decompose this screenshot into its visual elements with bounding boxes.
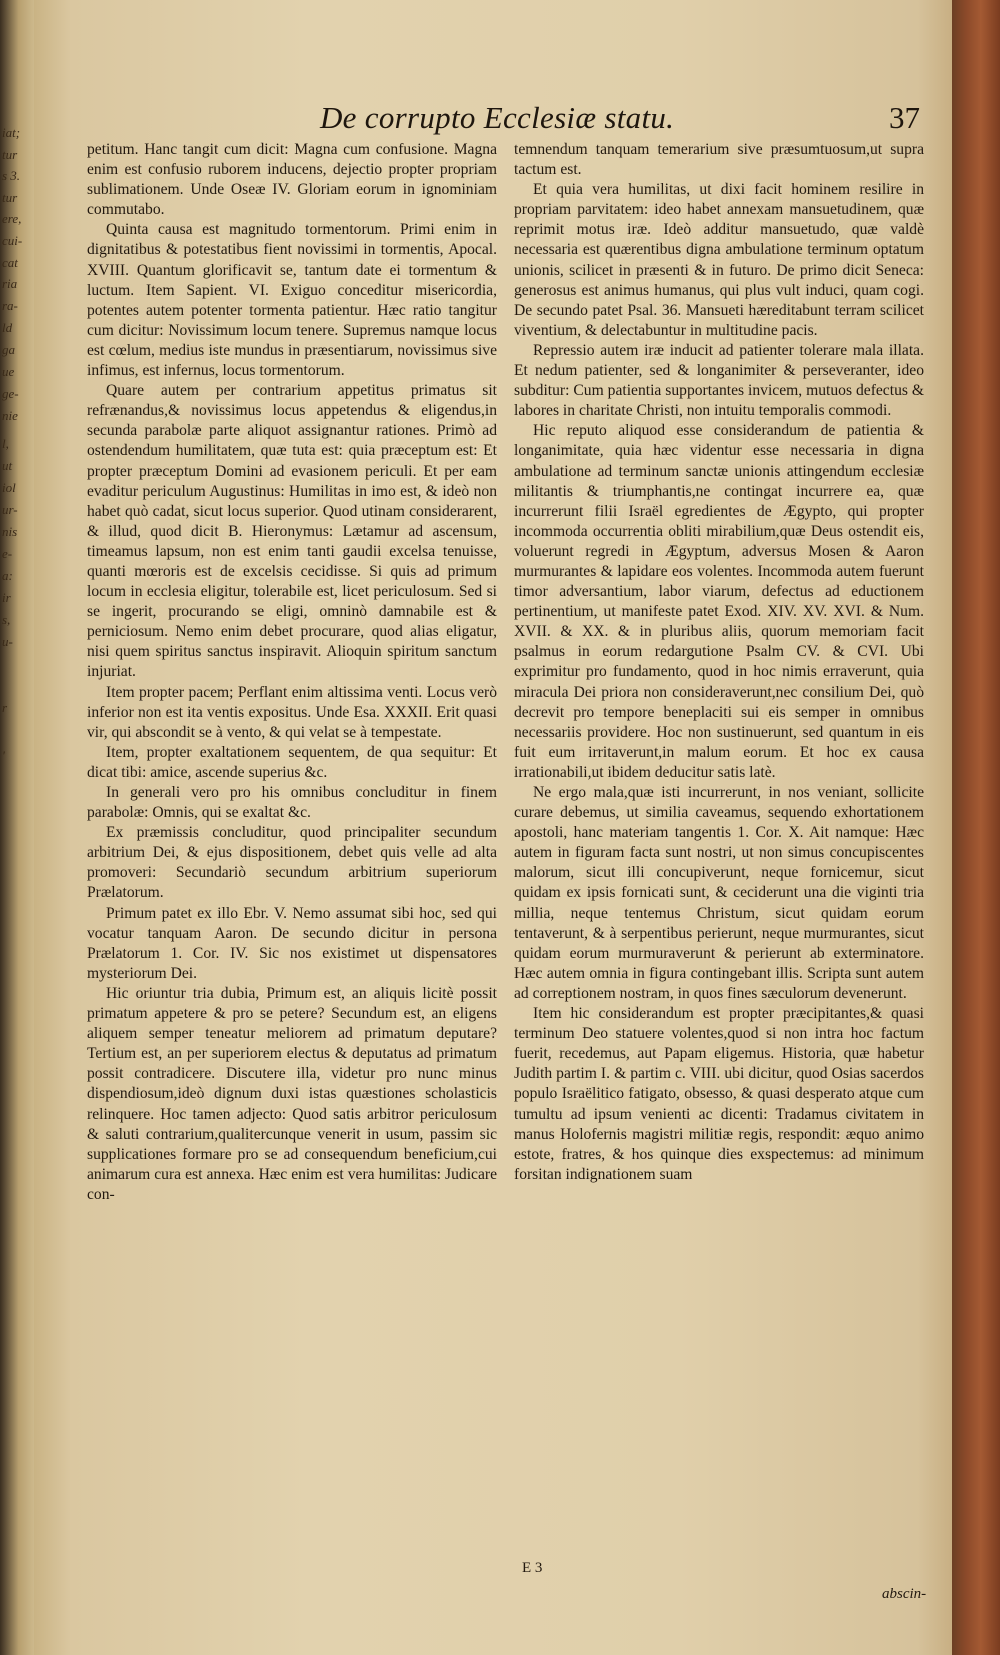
margin-fragment: ue xyxy=(2,364,15,379)
margin-fragment: s 3. xyxy=(2,168,21,183)
paragraph: Item propter pacem; Perflant enim altissima venti. Locus verò inferior non est ita ventis expositus. Unde Esa. XXXII. Erit quasi vir, qui abscondit se à vento, & qui velat se à tempestate. xyxy=(87,683,497,741)
margin-fragment: ra- xyxy=(2,298,18,313)
book-edge xyxy=(952,0,1000,1655)
paragraph: Et quia vera humilitas, ut dixi facit hominem resilire in propriam parvitatem: ideo habet annexam mansuetudinem, quæ reprimit motus iræ. Ideò additur mansuetudo, quæ valdè necessaria est quærentibus digna ambulatione terminum optatum unionis, scilicet in præsenti & in futuro. De primo dicit Seneca: generosus est animus humanus, qui plus vult induci, quam cogi. De secundo patet Psal. 36. Mansueti hæreditabunt terram scilicet viventium, & delectabuntur in multitudine pacis. xyxy=(514,181,924,339)
book-page xyxy=(34,0,954,1655)
paragraph: In generali vero pro his omnibus concluditur in finem parabolæ: Omnis, qui se exaltat &c. xyxy=(87,784,497,822)
margin-fragment: ut xyxy=(2,458,13,473)
margin-fragment: l, xyxy=(2,436,9,451)
signature-mark: E 3 xyxy=(522,1560,543,1576)
margin-fragment: cui- xyxy=(2,233,23,248)
paragraph: temnendum tanquam temerarium sive præsumtuosum,ut supra tactum est. xyxy=(514,141,924,179)
margin-fragment: ur- xyxy=(2,502,18,517)
margin-fragment: ld xyxy=(2,320,13,335)
margin-fragment: ga xyxy=(2,342,15,357)
paragraph: Quinta causa est magnitudo tormentorum. Primi enim in dignitatibus & potestatibus fient novissimi in tormentis, Apocal. XVIII. Quantum glorificavit se, tantum date ei tormentum & luctum. Item Sapient. VI. Exiguo conceditur misericordia, potentes autem potenter tormenta patientur. Hæc ratio tangitur cum dicitur: Novissimum locum tenere. Supremus namque locus est cœlum, medius iste mundus in præsentiarum, novissimus sive infimus, est infernus, locus tormentorum. xyxy=(87,221,497,380)
page-number: 37 xyxy=(889,100,920,135)
margin-fragment: iat; xyxy=(2,125,21,140)
margin-fragment: ge- xyxy=(2,386,19,401)
margin-fragment: ' xyxy=(2,748,5,763)
paragraph: Primum patet ex illo Ebr. V. Nemo assumat sibi hoc, sed qui vocatur tanquam Aaron. De secundo dicitur in persona Prælatorum 1. Cor. IV. Sic nos existimet ut dispensatores mysteriorum Dei. xyxy=(87,904,497,982)
margin-fragment: iol xyxy=(2,480,16,495)
left-text-column xyxy=(87,140,497,1205)
page-title: De corrupto Ecclesiæ statu. xyxy=(320,100,675,135)
margin-fragment: tur xyxy=(2,190,18,205)
margin-fragment: ere, xyxy=(2,211,22,226)
margin-fragment: r xyxy=(2,700,8,715)
right-text-column xyxy=(514,140,924,1185)
margin-fragment: nie xyxy=(2,408,18,423)
paragraph: Ex præmissis concluditur, quod principaliter secundum arbitrium Dei, & ejus dispositionem, debet quis velle ad alta promoveri: Secundariò secundum arbitrium superiorum Prælatorum. xyxy=(87,824,497,902)
margin-fragment: a: xyxy=(2,568,13,583)
margin-fragment: s, xyxy=(2,612,11,627)
margin-fragment: tur xyxy=(2,147,18,162)
margin-fragment: u- xyxy=(2,634,13,649)
margin-fragment: ir xyxy=(2,590,11,605)
margin-fragment: e- xyxy=(2,546,13,561)
margin-fragment: ria xyxy=(2,276,18,291)
paragraph: Hic oriuntur tria dubia, Primum est, an aliquis licitè possit primatum appetere & pro se petere? Secundum est, an eligens aliquem semper teneatur meliorem ad primatum deputare? Tertium est, an per superiorem electus & deputatus ad primatum possit contradicere. Discutere illa, videtur pro nunc minus dispendiosum,ideò dignum duxi istas quæstiones scholasticis relinquere. Hoc tamen adjecto: Quod satis arbitror periculosum & saluti contrarium,qualitercunque venerit in usum, passim sic supplicationes formare pro se ad consequendum beneficium,cui animarum cura est annexa. Hæc enim est vera humilitas: Judicare con- xyxy=(87,984,497,1203)
margin-fragment: cat xyxy=(2,255,18,270)
paragraph: petitum. Hanc tangit cum dicit: Magna cum confusione. Magna enim est confusio ruborem inducens, dejectio propter propriam sublimationem. Unde Oseæ IV. Gloriam eorum in ignominiam commutabo. xyxy=(87,141,497,219)
paragraph: Item, propter exaltationem sequentem, de qua sequitur: Et dicat tibi: amice, ascende superius &c. xyxy=(87,743,497,781)
paragraph: Ne ergo mala,quæ isti incurrerunt, in nos veniant, sollicite curare debemus, ut similia caveamus, sequendo exhortationem apostoli, hanc materiam tangentis 1. Cor. X. Ait namque: Hæc autem in figuram facta sunt nostri, ut non simus concupiscentes malorum, sicut illi concupiverunt, neque fornicemur, sicut quidam ex ipsis fornicati sunt, & ceciderunt una die viginti tria millia, neque tentemus Christum, sicut quidam eorum tentaverunt, & à serpentibus perierunt, neque murmurantes, sicut quidam eorum murmuraverunt & perierunt ab exterminatore. Hæc autem omnia in figura contingebant illis. Scripta sunt autem ad correptionem nostram, in quos fines sæculorum devenerunt. xyxy=(514,784,924,1002)
margin-fragment: nis xyxy=(2,524,18,539)
paragraph: Item hic considerandum est propter præcipitantes,& quasi terminum Deo statuere volentes,quod si non intra hoc factum fuerit, recedemus, aut Papam eligemus. Historia, quæ habetur Judith partim I. & partim c. VIII. ubi dicitur, quod Osias sacerdos populo Israëlitico fatigato, obsesso, & quasi desperato atque cum tumultu ad ipsum venienti ac dicenti: Tradamus civitatem in manus Holofernis magistri militiæ regis, respondit: æquo animo estote, fratres, & hos quinque dies exspectemus: ad minimum forsitan indignationem suam xyxy=(514,1005,924,1183)
catchword: abscin- xyxy=(882,1586,927,1602)
adjacent-page-margin xyxy=(0,0,34,1655)
paragraph: Quare autem per contrarium appetitus primatus sit refrænandus,& novissimus locus appetendus & eligendus,in secunda parabolæ parte aliquot assignantur rationes. Primò ad ostendendum humilitatem, quæ tuta est: quia præceptum est: Et propter præceptum Domini ad evasionem periculi. Et per eam evaditur periculum Augustinus: Humilitas in imo est, & ideò non habet quò cadat, sicut locus superior. Quod utinam considerarent, & illud, quod dicit B. Hieronymus: Lætamur ad ascensum, timeamus lapsum, non est enim tanti gaudii excelsa tenuisse, quanti mœroris est de excelsis cecidisse. Si quis ad primum locum in ecclesia eligitur, tolerabile est, licet periculosum. Sed si se ingerit, procurando se eligi, omninò damnabile est & perniciosum. Nemo enim debet procurare, quod alias eligatur, nisi quem spiritus sanctus inspiravit. Alioquin spiritum sanctum injuriat. xyxy=(87,382,497,681)
paragraph: Hic reputo aliquod esse considerandum de patientia & longanimitate, quia hæc videntur esse necessaria in digna ambulatione ad terminum sanctæ unionis attingendum ecclesiæ militantis & triumphantis,ne contingat incurrere ea, quæ incurrerunt filii Israël egredientes de Ægypto, qui propter incommoda occurrentia obliti mirabilium,quæ Deus ostendit eis, voluerunt regredi in Ægyptum, adversus Mosen & Aaron murmurantes & lapidare eos volentes. Incommoda autem fuerunt timor adversantium, labor viarum, defectus ad eductionem pertinentium, ut manifeste patet Exod. XIV. XV. XVI. & Num. XVII. & XX. & in pluribus aliis, quorum memoriam facit psalmus in eorum redargutione Psalm CV. & CVI. Ubi exprimitur pro fundamento, quod in hoc nimis erraverunt, quia miracula Dei priora non consideraverunt,nec consilium Dei, quò decrevit pro tempore beneplaciti sui eis semper in omnibus necessariis providere. Hoc non sustinuerunt, sed quantum in eis fuit eum irritaverunt,in malum eorum. Et hoc ex causa irrationabili,ut ibidem deducitur satis latè. xyxy=(514,422,924,781)
paragraph: Repressio autem iræ inducit ad patienter tolerare mala illata. Et nedum patienter, sed & longanimiter & perseveranter, ideo subditur: Cum patientia supportantes invicem, mutuos defectus & labores in charitate Christi, non intuitu temporalis commodi. xyxy=(514,341,924,420)
